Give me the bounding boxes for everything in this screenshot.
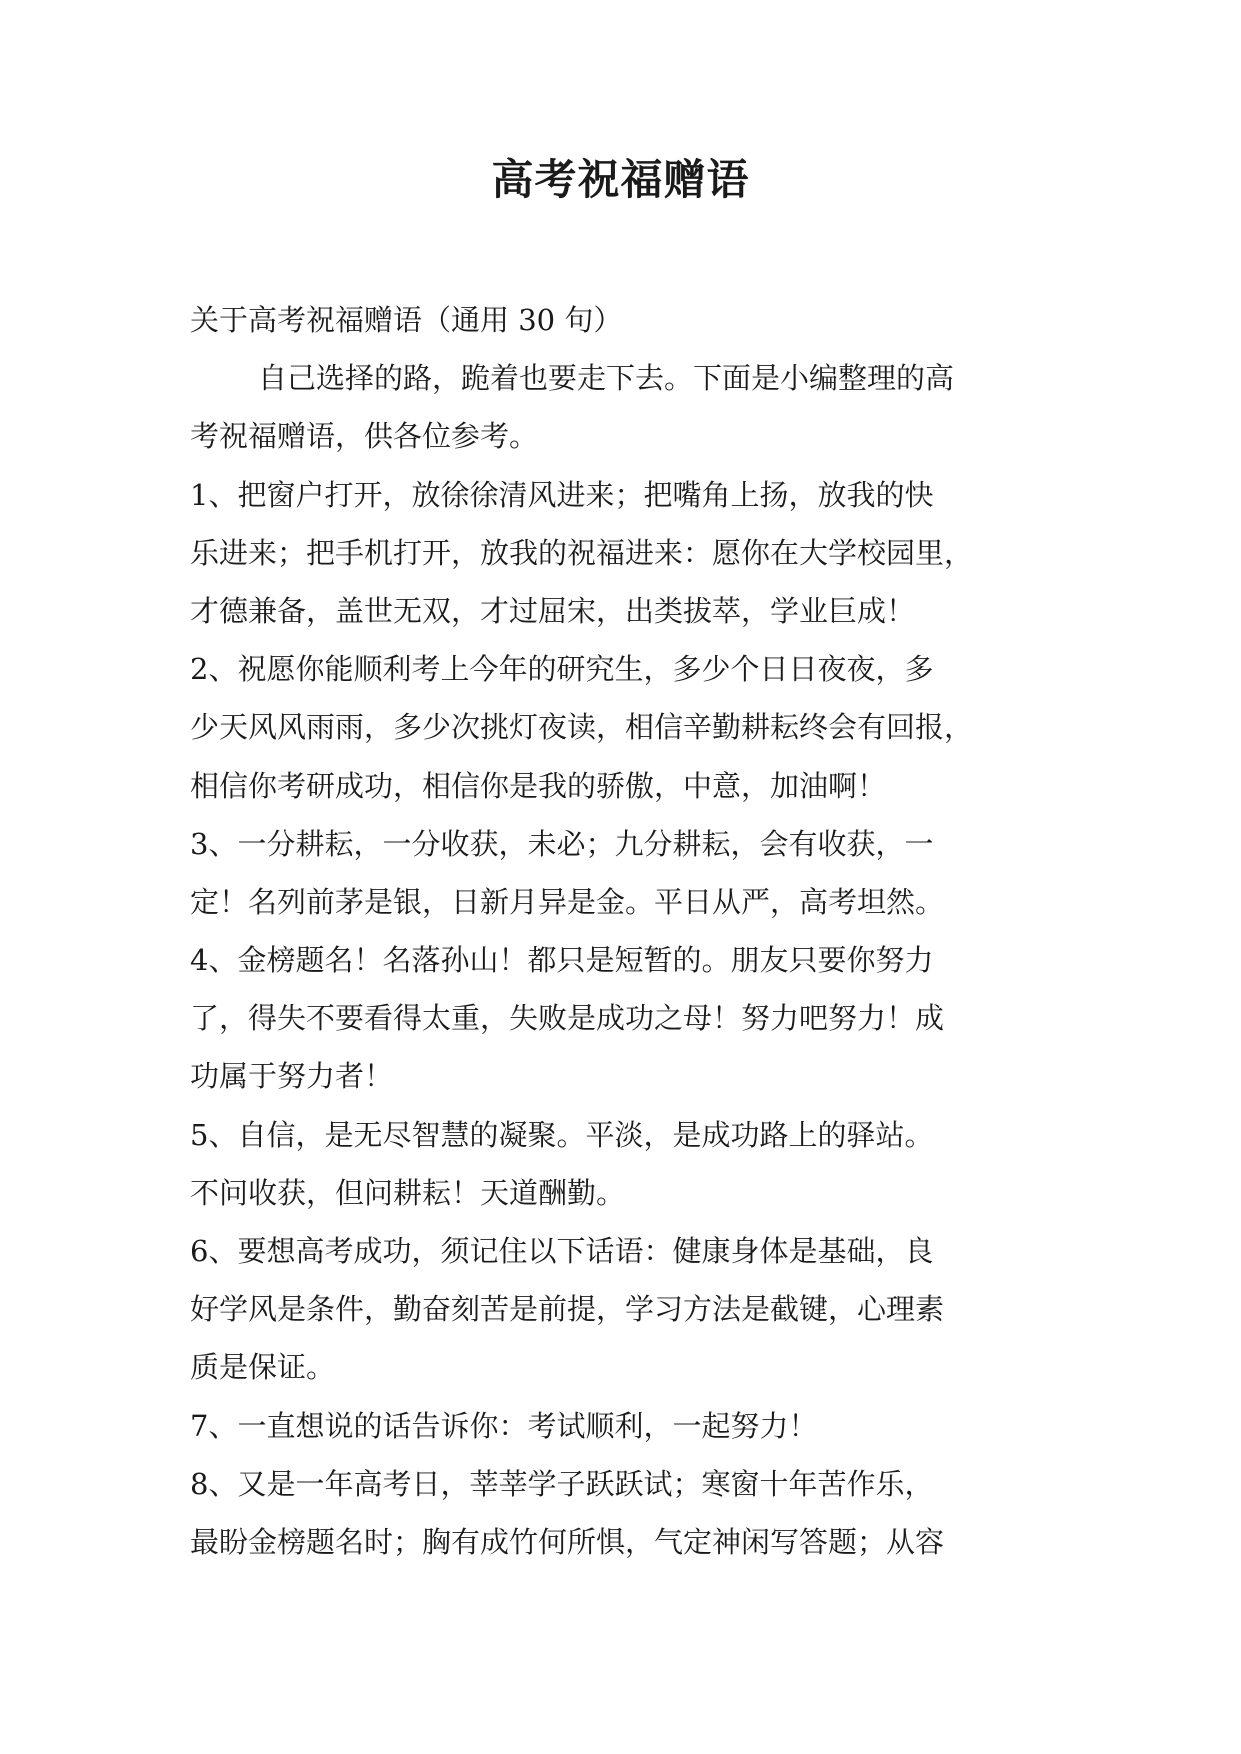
text-line: 了，得失不要看得太重，失败是成功之母！努力吧努力！成: [190, 1001, 945, 1036]
text-line: 才德兼备，盖世无双，才过屈宋，出类拔萃，学业巨成！: [190, 593, 916, 628]
text-line: 相信你考研成功，相信你是我的骄傲，中意，加油啊！: [190, 768, 887, 803]
text-line: 2、祝愿你能顺利考上今年的研究生，多少个日日夜夜，多: [190, 652, 934, 687]
text-line: 考祝福赠语，供各位参考。: [190, 419, 539, 454]
text-line: 最盼金榜题名时；胸有成竹何所惧，气定神闲写答题；从容: [190, 1524, 945, 1559]
text-line: 6、要想高考成功，须记住以下话语：健康身体是基础，良: [190, 1234, 934, 1268]
text-line: 自己选择的路，跪着也要走下去。下面是小编整理的高: [258, 361, 955, 396]
text-line: 功属于努力者！: [190, 1059, 394, 1094]
text-line: 少天风风雨雨，多少次挑灯夜读，相信辛勤耕耘终会有回报，: [190, 710, 974, 745]
text-line: 不问收获，但问耕耘！天道酬勤。: [190, 1175, 626, 1210]
text-line: 3、一分耕耘，一分收获，未必；九分耕耘，会有收获，一: [190, 826, 934, 861]
text-line: 质是保证。: [190, 1350, 336, 1385]
text-line: 好学风是条件，勤奋刻苦是前提，学习方法是截键，心理素: [190, 1292, 945, 1327]
text-line: 定！名列前茅是银，日新月异是金。平日从严，高考坦然。: [190, 884, 945, 919]
text-line: 1、把窗户打开，放徐徐清风进来；把嘴角上扬，放我的快: [190, 477, 934, 512]
text-line: 8、又是一年高考日，莘莘学子跃跃试；寒窗十年苦作乐，: [190, 1466, 934, 1501]
document-body: [190, 291, 1070, 1571]
document-title: 高考祝福赠语: [491, 155, 750, 204]
text-line: 5、自信，是无尽智慧的凝聚。平淡，是成功路上的驿站。: [190, 1117, 934, 1152]
text-line: 乐进来；把手机打开，放我的祝福进来：愿你在大学校园里，: [190, 535, 974, 570]
text-line: 7、一直想说的话告诉你：考试顺利，一起努力！: [190, 1408, 818, 1443]
text-line: 4、金榜题名！名落孙山！都只是短暂的。朋友只要你努力: [190, 943, 934, 978]
text-line: 关于高考祝福赠语（通用 30 句）: [190, 303, 623, 337]
